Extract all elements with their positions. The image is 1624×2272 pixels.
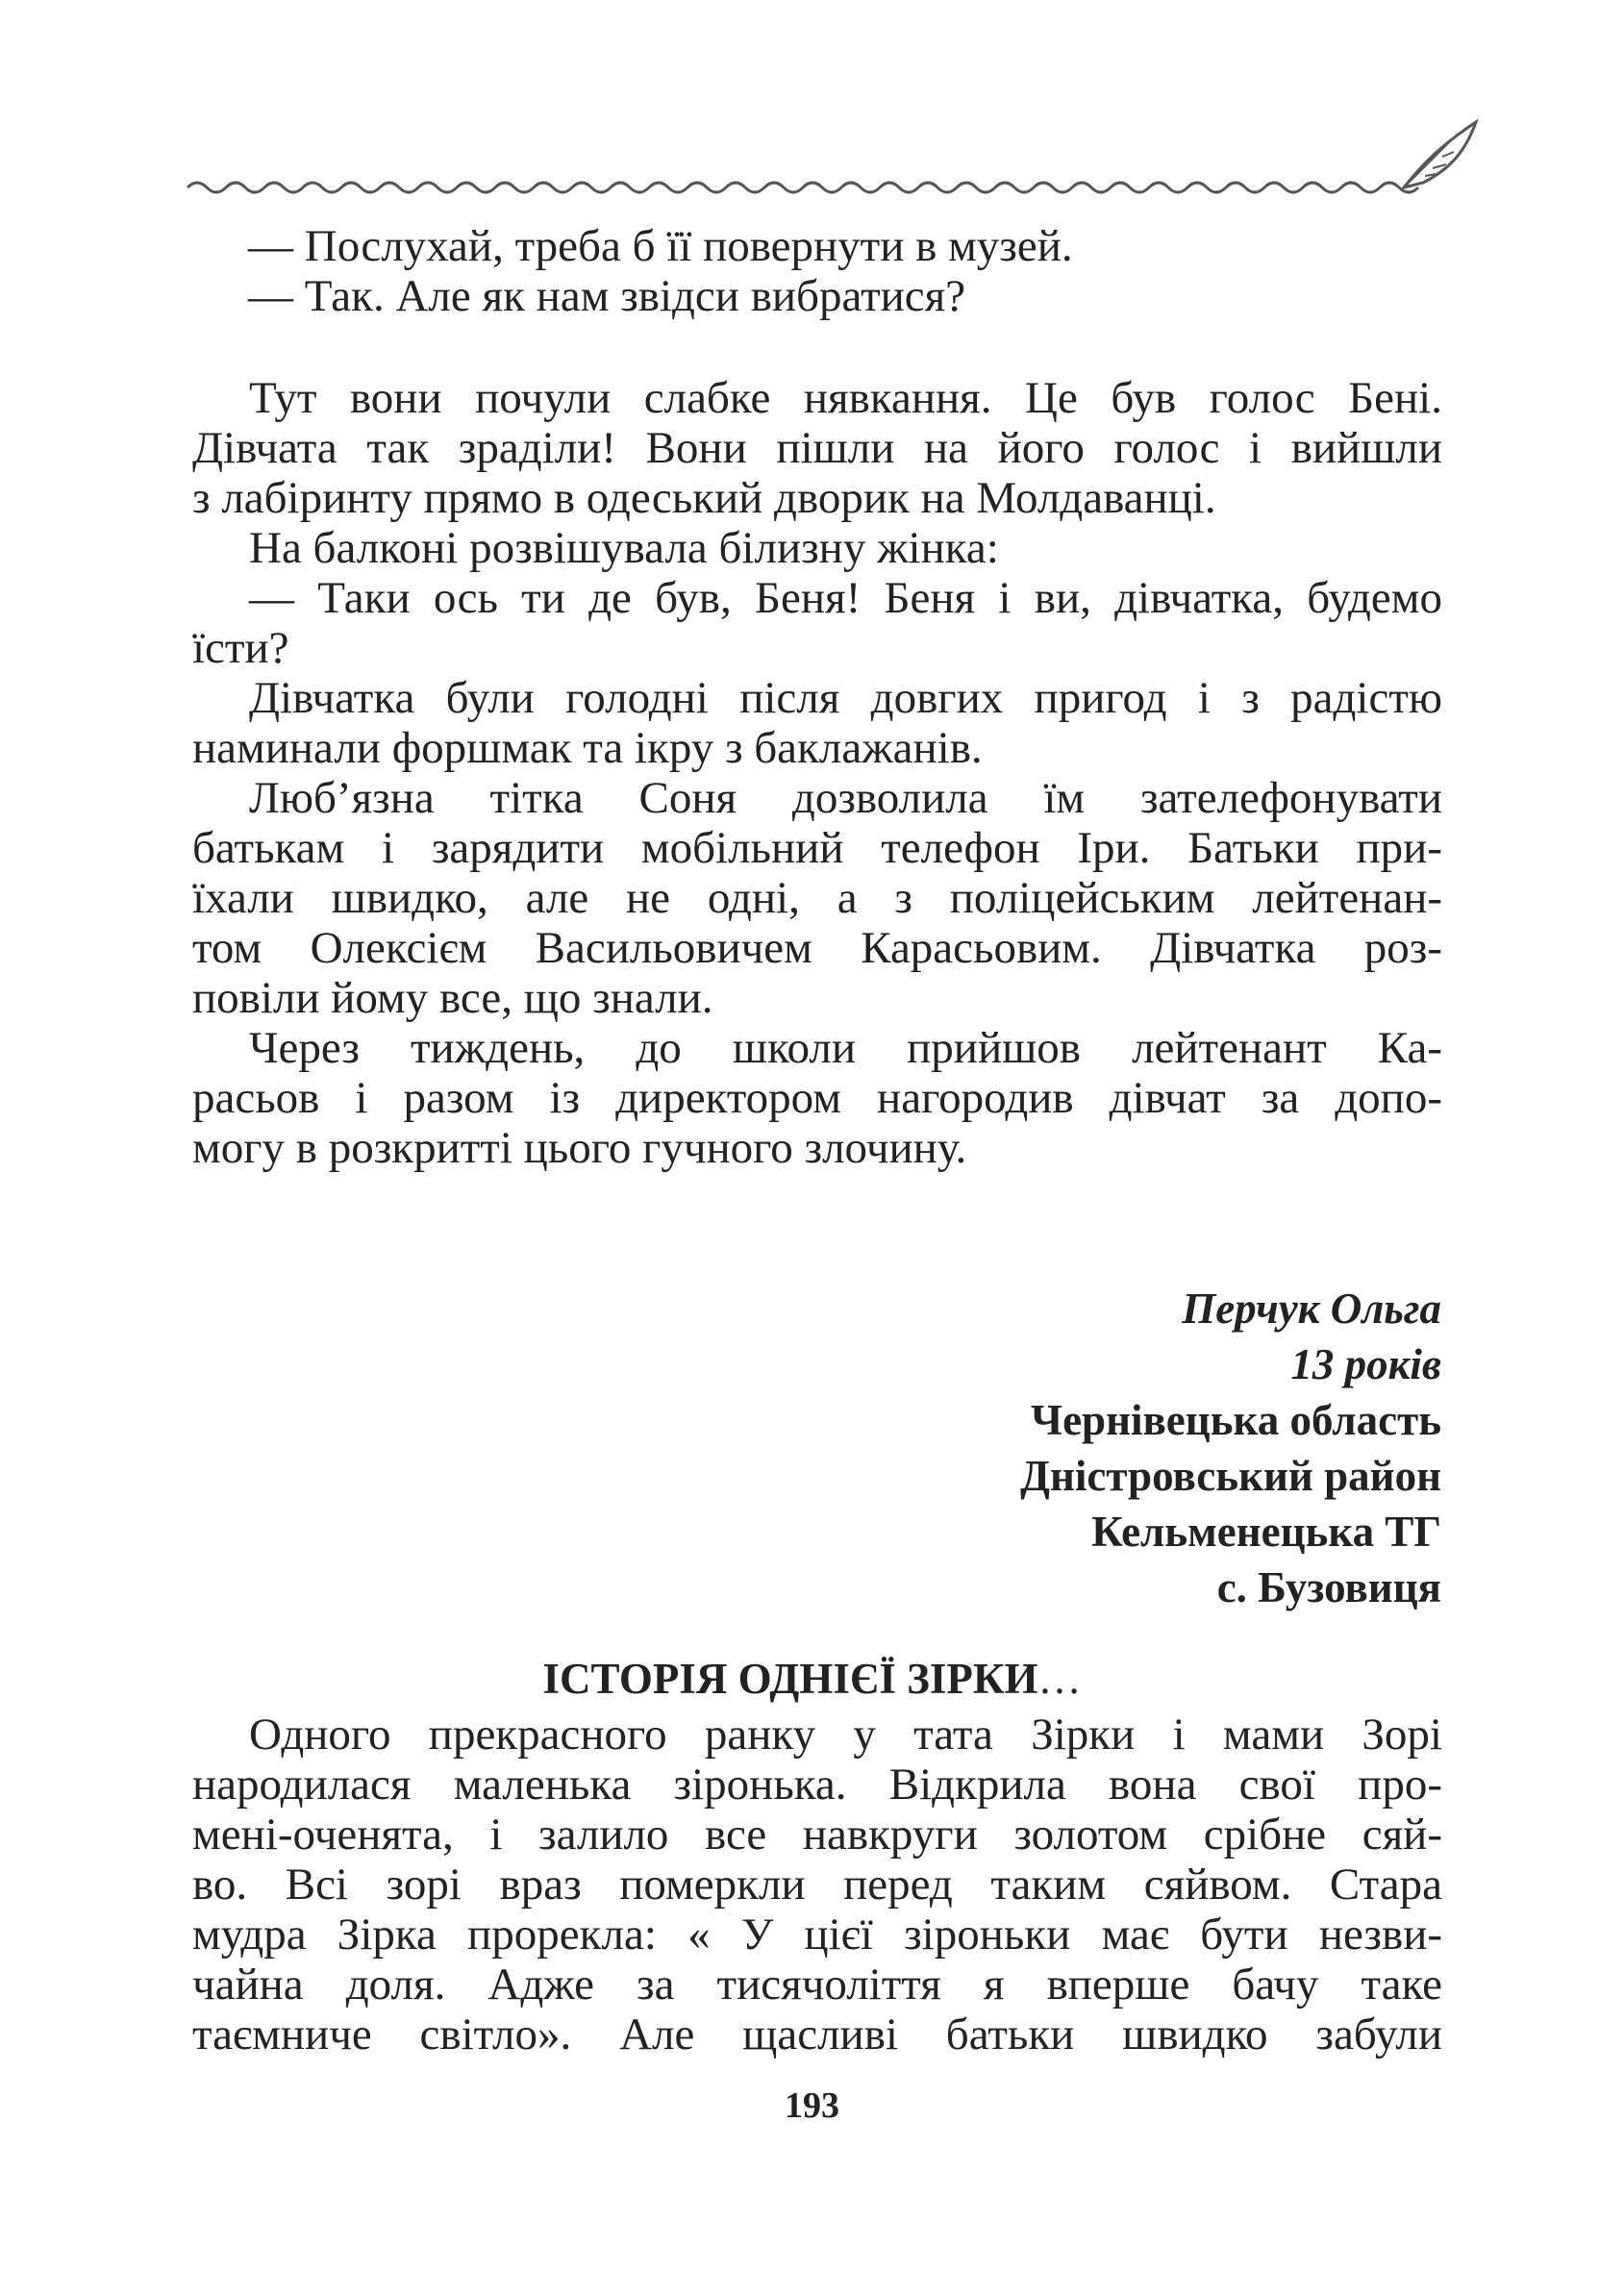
story-title-ellipsis: …	[1037, 1655, 1082, 1703]
paragraph-line: їхали швидко, але не одні, а з поліцейським лейтенан-	[192, 873, 1442, 923]
paragraph-line: том Олексієм Васильовичем Карасьовим. Дівчатка роз-	[192, 923, 1442, 973]
paragraph-line: Тут вони почули слабке нявкання. Це був голос Бені.	[249, 373, 1442, 423]
dialogue-line: — Так. Але як нам звідси вибратися?	[248, 271, 966, 321]
author-district: Дністровський район	[1020, 1452, 1441, 1500]
paragraph-line: Дівчата так зраділи! Вони пішли на його голос і вийшли	[192, 423, 1442, 473]
author-region: Чернівецька область	[1031, 1396, 1441, 1444]
story-line: во. Всі зорі враз померкли перед таким сяйвом. Стара	[192, 1860, 1442, 1910]
author-age: 13 років	[1290, 1340, 1441, 1388]
story-line: мені-оченята, і залило все навкруги золотом срібне сяй-	[192, 1810, 1442, 1860]
dialogue-line: — Послухай, треба б її повернути в музей.	[248, 221, 1073, 271]
paragraph-line: наминали форшмак та ікру з баклажанів.	[192, 723, 983, 773]
paragraph-line: могу в розкритті цього гучного злочину.	[192, 1123, 967, 1173]
story-line: таємниче світло». Але щасливі батьки швидко забули	[192, 2010, 1442, 2060]
story-line: народилася маленька зіронька. Відкрила вона свої про-	[192, 1760, 1442, 1810]
author-name: Перчук Ольга	[1182, 1285, 1441, 1333]
paragraph-line: расьов і разом із директором нагородив дівчат за допо-	[192, 1073, 1442, 1123]
paragraph-line: повіли йому все, що знали.	[192, 973, 713, 1023]
paragraph-line: їсти?	[192, 623, 289, 673]
story-title	[0, 1654, 1624, 1704]
paragraph-line: Через тиждень, до школи прийшов лейтенант Ка-	[249, 1023, 1442, 1073]
story-line: мудра Зірка прорекла: « У цієї зіроньки має бути незви-	[192, 1910, 1442, 1960]
paragraph-line: батькам і зарядити мобільний телефон Іри. Батьки при-	[192, 823, 1442, 873]
story-line: чайна доля. Адже за тисячоліття я вперше бачу таке	[192, 1960, 1442, 2010]
paragraph-line: — Таки ось ти де був, Беня! Беня і ви, дівчатка, будемо	[249, 573, 1442, 623]
author-community: Кельменецька ТГ	[1091, 1508, 1441, 1556]
paragraph-line: Люб’язна тітка Соня дозволила їм зателефонувати	[249, 773, 1442, 823]
page-number: 193	[785, 2085, 839, 2126]
author-village: с. Бузовиця	[1216, 1563, 1441, 1611]
paragraph-line: На балконі розвішувала білизну жінка:	[249, 523, 999, 573]
story-title-text: ІСТОРІЯ ОДНІЄЇ ЗІРКИ	[542, 1655, 1038, 1703]
story-line: Одного прекрасного ранку у тата Зірки і мами Зорі	[249, 1710, 1442, 1760]
wavy-line-with-quill-icon	[183, 111, 1490, 216]
paragraph-line: з лабіринту прямо в одеський дворик на Молдаванці.	[192, 473, 1216, 523]
paragraph-line: Дівчатка були голодні після довгих пригод і з радістю	[249, 673, 1442, 723]
